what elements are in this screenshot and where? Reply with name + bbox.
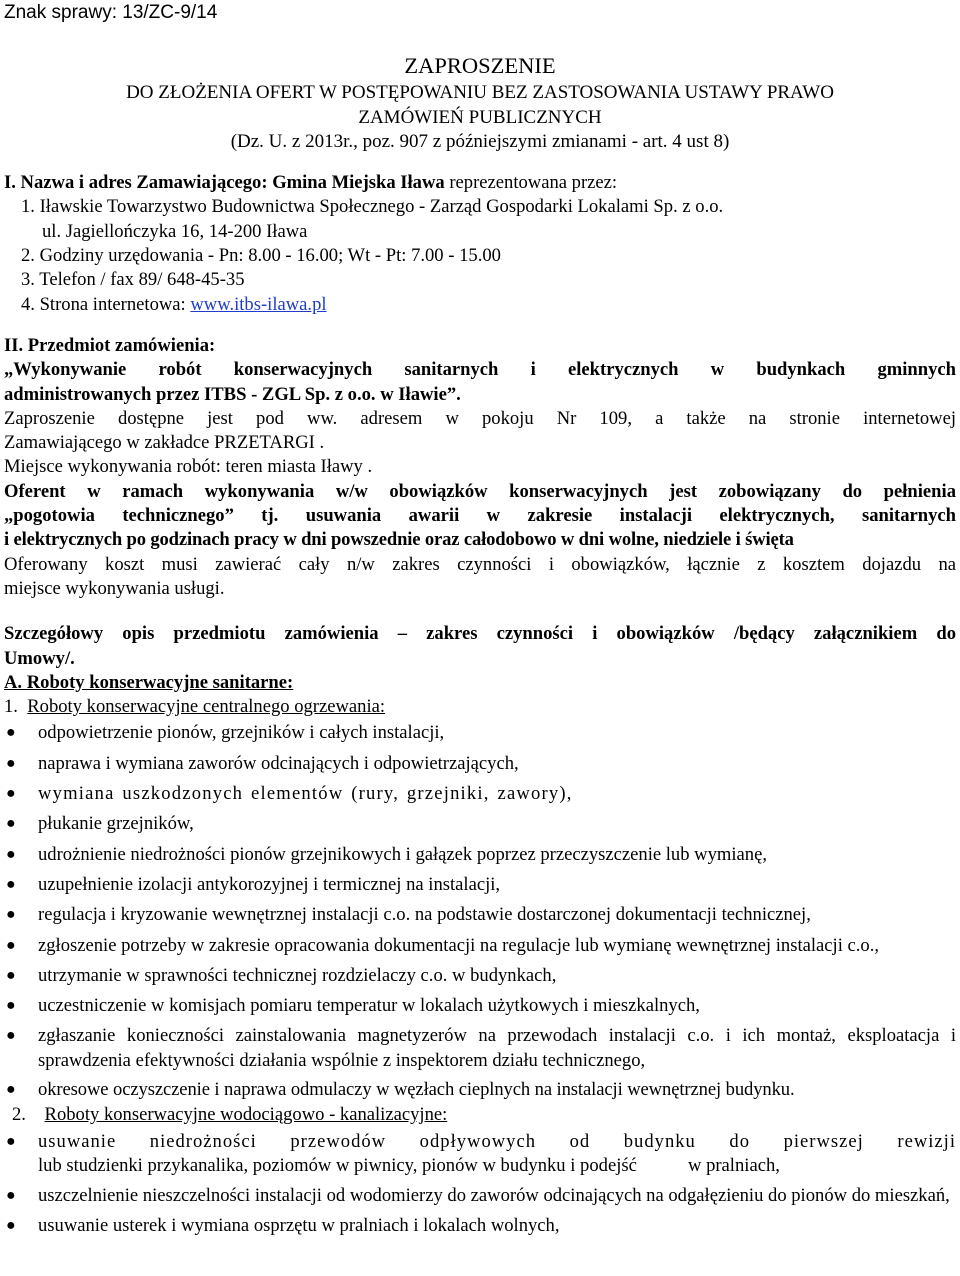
list-item: ● zgłoszenie potrzeby w zakresie opracowania dokumentacji na regulacje lub wymianę wewnętrznej instalacji c.o., [4, 934, 956, 958]
cost-line-2: miejsce wykonywania usługi. [4, 577, 225, 599]
central-heating-task-list [4, 721, 956, 1102]
list-item: ● udrożnienie niedrożności pionów grzejnikowych i gałązek poprzez przeczyszczenie lub wymianę, [4, 843, 956, 867]
website-link[interactable]: www.itbs-ilawa.pl [190, 293, 327, 315]
website-label: 4. Strona internetowa: [21, 293, 191, 315]
list-item: ● naprawa i wymiana zaworów odcinających i odpowietrzających, [4, 752, 956, 776]
bullet-icon: ● [6, 785, 16, 803]
subtitle-line-2: ZAMÓWIEŃ PUBLICZNYCH [358, 106, 602, 128]
contractor-address: ul. Jagiellończyka 16, 14-200 Iława [42, 220, 308, 242]
list-item: ● okresowe oczyszczenie i naprawa odmulaczy w węzłach cieplnych na instalacji wewnętrznej budynku. [4, 1078, 956, 1102]
subsection-2-heading [4, 1103, 956, 1127]
bullet-icon: ● [6, 966, 16, 984]
bullet-icon: ● [6, 815, 16, 833]
subsection-2-number: 2. [12, 1104, 45, 1126]
work-location: Miejsce wykonywania robót: teren miasta Iławy . [4, 456, 373, 478]
section-1-heading [4, 171, 956, 195]
subsection-2-title: Roboty konserwacyjne wodociągowo - kanalizacyjne: [44, 1104, 448, 1126]
subtitle-line-1: DO ZŁOŻENIA OFERT W POSTĘPOWANIU BEZ ZASTOSOWANIA USTAWY PRAWO [126, 82, 834, 104]
list-item: ● usuwanie niedrożności przewodów odpływowych od budynku do pierwszej rewizji lub studzienki przykanalika, poziomów w piwnicy, pionów w budynku i podejść w pralniach, [6, 1130, 956, 1176]
cost-line-1: Oferowany koszt musi zawierać cały n/w zakres czynności i obowiązków, łącznie z kosztem dojazdu na [4, 553, 956, 575]
bullet-icon: ● [6, 754, 16, 772]
bullet-icon: ● [6, 1187, 16, 1205]
bullet-icon: ● [6, 875, 16, 893]
subsection-1-number: 1. [4, 696, 28, 718]
subject-line-2: administrowanych przez ITBS - ZGL Sp. z o.o. w Iławie”. [4, 383, 461, 405]
phone-fax: 3. Telefon / fax 89/ 648-45-35 [21, 269, 245, 291]
section-1-heading-rest: reprezentowana przez: [444, 172, 618, 194]
bullet-icon: ● [6, 845, 16, 863]
duty-line-3: i elektrycznych po godzinach pracy w dni powszednie oraz całodobowo w dni wolne, niedziele i święta [4, 529, 794, 551]
case-number: Znak sprawy: 13/ZC-9/14 [4, 2, 218, 23]
plumbing-task-list [4, 1130, 956, 1239]
website-line [4, 293, 956, 317]
list-item: ● regulacja i kryzowanie wewnętrznej instalacji c.o. na podstawie dostarczonej dokumentacji technicznej, [4, 903, 956, 927]
contractor-name: 1. Iławskie Towarzystwo Budownictwa Społecznego - Zarząd Gospodarki Lokalami Sp. z o.o. [21, 196, 724, 218]
list-item: ● uzupełnienie izolacji antykorozyjnej i termicznej na instalacji, [4, 873, 956, 897]
list-item: ● uczestniczenie w komisjach pomiaru temperatur w lokalach użytkowych i mieszkalnych, [4, 994, 956, 1018]
duty-line-2: „pogotowia technicznego” tj. usuwania awarii w zakresie instalacji elektrycznych, sanitarnych [4, 505, 956, 527]
bullet-icon: ● [6, 906, 16, 924]
list-item: ● zgłaszanie konieczności zainstalowania magnetyzerów na przewodach instalacji c.o. i ich montaż, eksploatacja i sprawdzenia efektywności działania wspólnie z inspektorem działu technicznego, [6, 1025, 956, 1071]
bullet-icon: ● [6, 1027, 16, 1045]
list-item: ● utrzymanie w sprawności technicznej rozdzielaczy c.o. w budynkach, [4, 964, 956, 988]
list-item: ● uszczelnienie nieszczelności instalacji od wodomierzy do zaworów odcinających na odgałęzieniu do pionów do mieszkań, [4, 1184, 956, 1208]
bullet-icon: ● [6, 1080, 16, 1098]
availability-line-2: Zamawiającego w zakładce PRZETARGI . [4, 432, 325, 454]
section-2-heading: II. Przedmiot zamówienia: [4, 334, 216, 356]
bullet-icon: ● [6, 997, 16, 1015]
part-a-heading: A. Roboty konserwacyjne sanitarne: [4, 671, 294, 693]
document-page [4, 0, 956, 1239]
bullet-icon: ● [6, 1217, 16, 1235]
scope-heading-line-2: Umowy/. [4, 647, 75, 669]
scope-heading-line-1: Szczegółowy opis przedmiotu zamówienia – zakres czynności i obowiązków /będący załącznikiem do [4, 623, 956, 645]
list-item: ● płukanie grzejników, [4, 812, 956, 836]
bullet-icon: ● [6, 724, 16, 742]
subsection-1-heading [4, 695, 956, 719]
office-hours: 2. Godziny urzędowania - Pn: 8.00 - 16.00; Wt - Pt: 7.00 - 15.00 [21, 245, 501, 267]
section-1-heading-bold: I. Nazwa i adres Zamawiającego: Gmina Miejska Iława [4, 172, 445, 194]
subject-line-1: „Wykonywanie robót konserwacyjnych sanitarnych i elektrycznych w budynkach gminnych [4, 359, 956, 381]
bullet-icon: ● [6, 936, 16, 954]
subsection-1-title: Roboty konserwacyjne centralnego ogrzewania: [27, 696, 386, 718]
duty-line-1: Oferent w ramach wykonywania w/w obowiązków konserwacyjnych jest zobowiązany do pełnienia [4, 480, 956, 502]
subtitle-line-3: (Dz. U. z 2013r., poz. 907 z późniejszymi zmianami - art. 4 ust 8) [230, 130, 730, 152]
bullet-icon: ● [6, 1132, 16, 1150]
document-title: ZAPROSZENIE [404, 53, 556, 79]
list-item: ● wymiana uszkodzonych elementów (rury, grzejniki, zawory), [4, 782, 956, 806]
availability-line-1: Zaproszenie dostępne jest pod ww. adresem w pokoju Nr 109, a także na stronie internetowej [4, 407, 956, 429]
list-item: ● odpowietrzenie pionów, grzejników i całych instalacji, [4, 721, 956, 745]
list-item: ● usuwanie usterek i wymiana osprzętu w pralniach i lokalach wolnych, [4, 1214, 956, 1238]
